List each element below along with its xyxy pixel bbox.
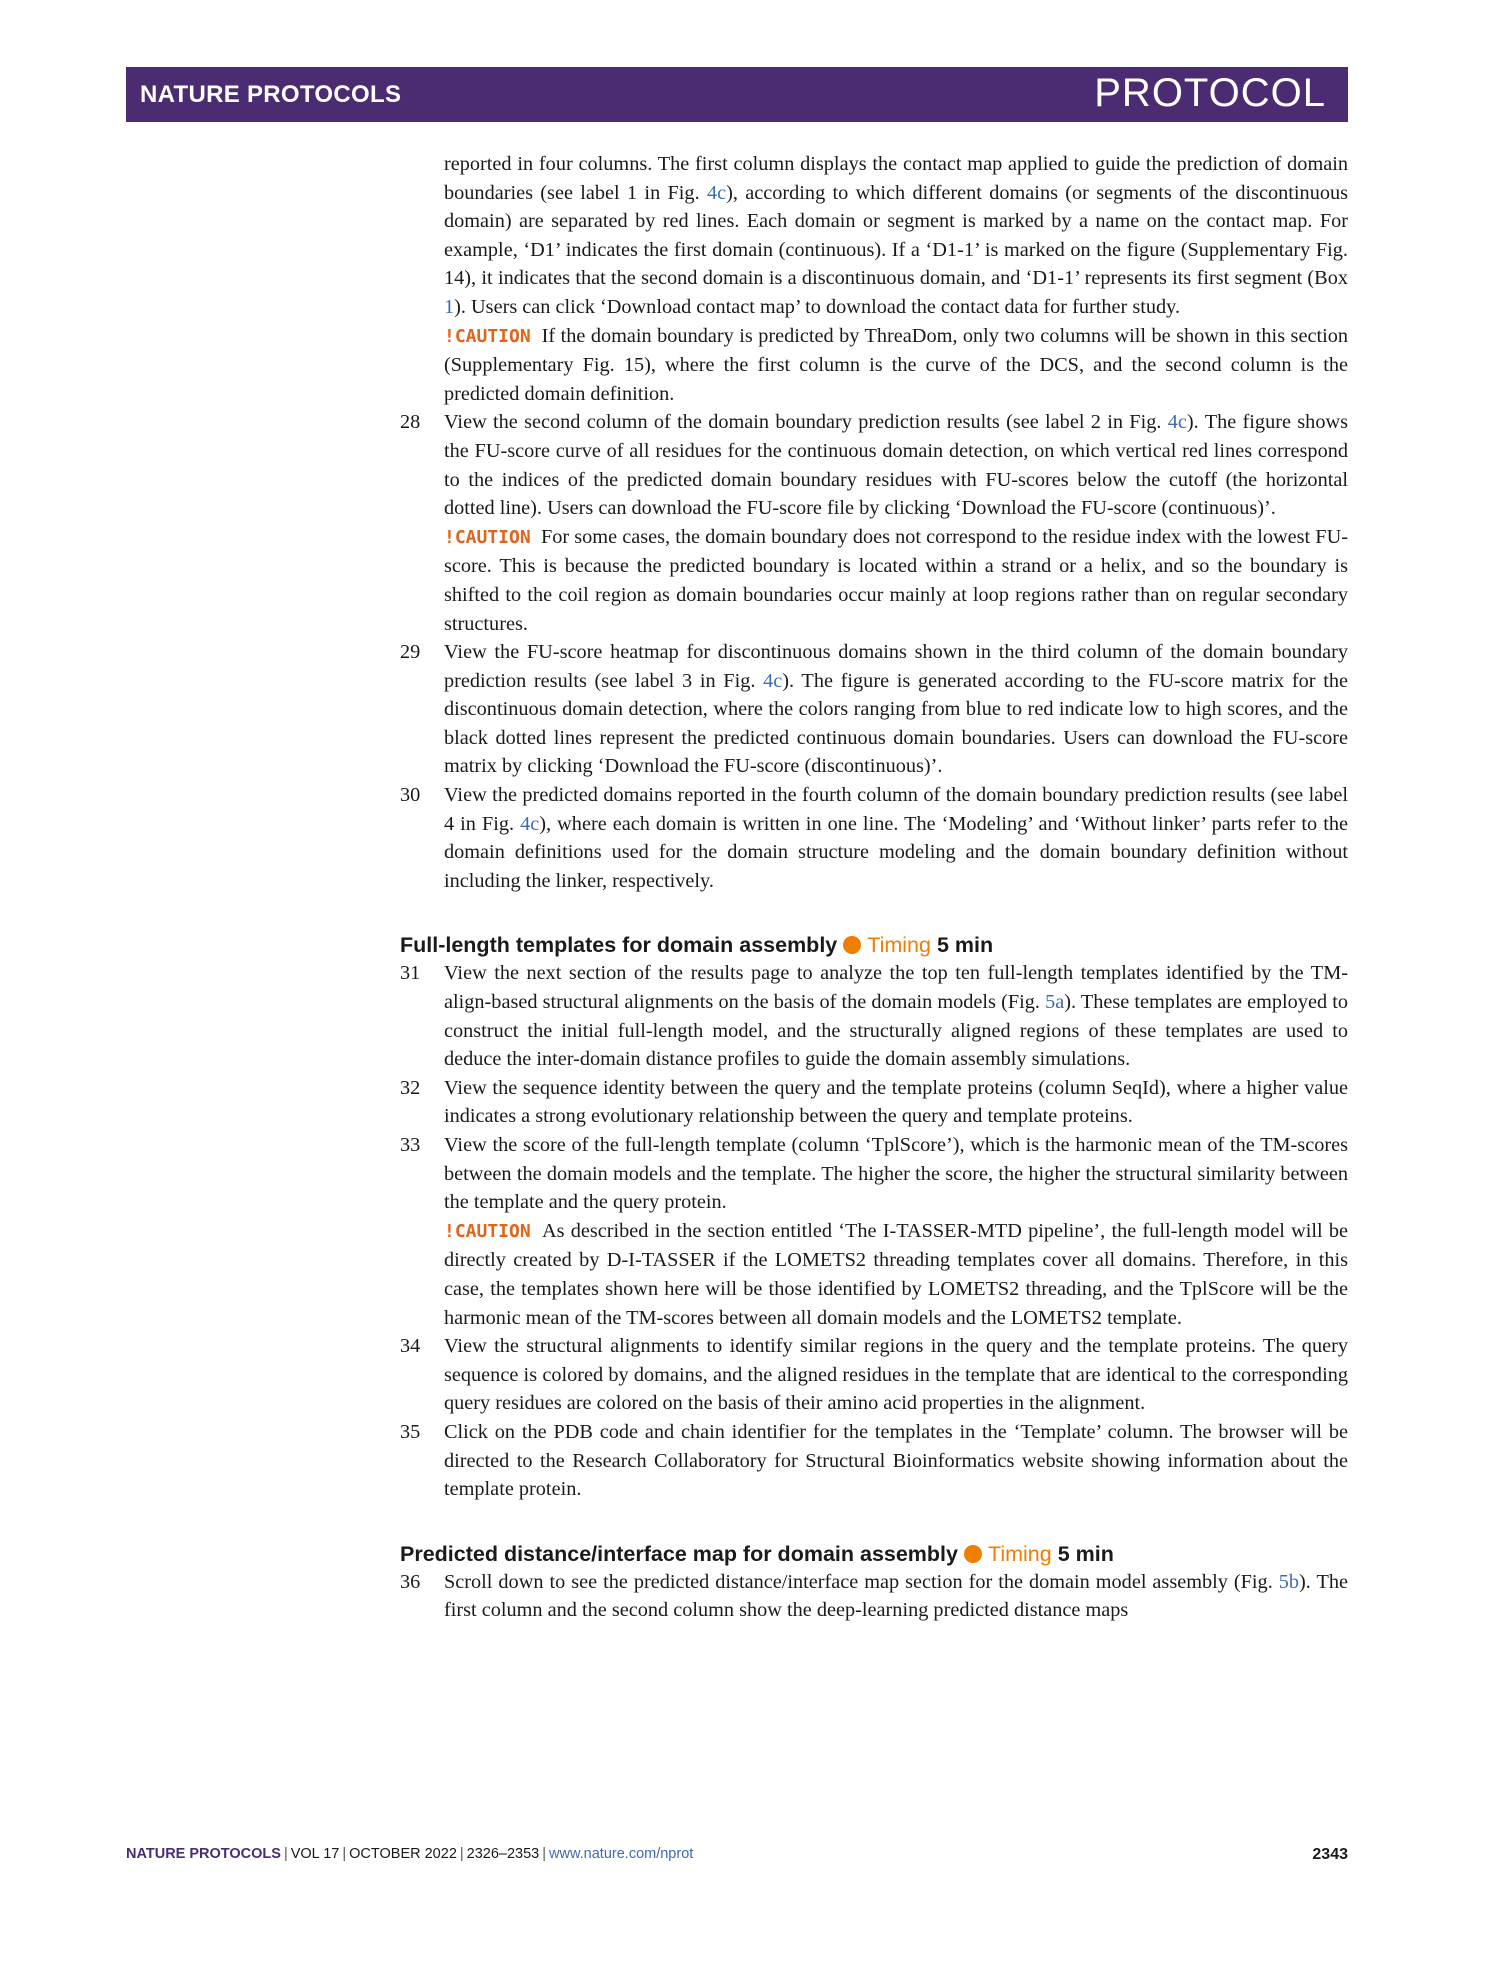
timing-value: 5 min [936, 933, 994, 958]
step-text [444, 1568, 1348, 1625]
text: ). The figure is generated according to the FU-score matrix for the discontinuous domain detection, where the colors ranging from blue to red indicate low to high scores, and the black dotted lines represent the predicted continuous domain boundaries. Users can download the FU-score matrix by clicking ‘Download the FU-score (discontinuous)’. [444, 669, 1348, 778]
timing-label: Timing [867, 933, 931, 958]
caution-text: If the domain boundary is predicted by ThreaDom, only two columns will be shown in this section (Supplementary Fig. 15), where the first column is the curve of the DCS, and the second column is the predicted domain definition. [444, 324, 1348, 405]
section-heading-templates [400, 931, 1348, 959]
step-number: 29 [400, 641, 421, 664]
text: View the next section of the results page to analyze the top ten full-length templates identified by the TM-align-based structural alignments on the basis of the domain models (Fig. [444, 962, 1348, 1014]
text: ), where each domain is written in one line. The ‘Modeling’ and ‘Without linker’ parts refer to the domain definitions used for the domain structure modeling and the domain boundary definition without including the linker, respectively. [444, 812, 1348, 892]
step-text [444, 408, 1348, 522]
footer-volume: VOL 17 [290, 1846, 340, 1862]
article-type: PROTOCOL [1094, 71, 1326, 115]
text: View the predicted domains reported in the fourth column of the domain boundary prediction results (see label 4 in Fig. [444, 784, 1348, 835]
step-number: 30 [400, 784, 421, 807]
caution-paragraph [444, 523, 1348, 638]
step-text: Click on the PDB code and chain identifier for the templates in the ‘Template’ column. The browser will be directed to the Research Collaboratory for Structural Bioinformatics website showing information about the template protein. [444, 1420, 1348, 1501]
caution-paragraph [444, 322, 1348, 409]
footer-pages: 2326–2353 [466, 1846, 540, 1862]
page-footer [126, 1846, 1348, 1862]
step-29 [400, 638, 1348, 781]
box-link[interactable]: 1 [444, 295, 455, 318]
text: reported in four columns. The first column displays the contact map applied to guide the prediction of domain boundaries (see label 1 in Fig. [444, 153, 1348, 204]
caution-label: !CAUTION [444, 526, 531, 548]
step-28 [400, 408, 1348, 638]
step-text [444, 638, 1348, 781]
step-36 [400, 1568, 1348, 1625]
step-number: 33 [400, 1134, 421, 1156]
caution-text: For some cases, the domain boundary does not correspond to the residue index with the lowest FU-score. This is because the predicted boundary is located within a strand or a helix, and so the boundary is shifted to the coil region as domain boundaries occur mainly at loop regions rather than on regular secondary structures. [444, 525, 1348, 635]
page-number: 2343 [1312, 1846, 1348, 1863]
text: ), according to which different domains (or segments of the discontinuous domain) are separated by red lines. Each domain or segment is marked by a name on the contact map. For example, ‘D1’ indicates the first domain (continuous). If a ‘D1-1’ is marked on the figure (Supplementary Fig. 14), it indicates that the second domain is a discontinuous domain, and ‘D1-1’ represents its first segment (Box [444, 181, 1349, 290]
step-number: 36 [400, 1570, 421, 1593]
step-text [444, 959, 1348, 1073]
text: View the second column of the domain boundary prediction results (see label 2 in Fig. [444, 411, 1168, 434]
footer-separator: | [542, 1846, 547, 1862]
text: ). Users can click ‘Download contact map’ to download the contact data for further study. [454, 295, 1181, 318]
step-number: 35 [400, 1420, 421, 1443]
step-text: View the sequence identity between the query and the template proteins (column SeqId), where a higher value indicates a strong evolutionary relationship between the query and template proteins. [444, 1076, 1348, 1128]
footer-date: OCTOBER 2022 [349, 1846, 457, 1862]
journal-header-bar [126, 67, 1348, 122]
figure-link[interactable]: 5a [1045, 991, 1065, 1014]
step-number: 34 [400, 1335, 421, 1358]
step-32 [400, 1074, 1348, 1131]
step-34 [400, 1332, 1348, 1418]
step-31 [400, 959, 1348, 1073]
step-33 [400, 1131, 1348, 1332]
step-text: View the structural alignments to identify similar regions in the query and the template proteins. The query sequence is colored by domains, and the aligned residues in the template that are identical to the corresponding query residues are colored on the basis of their amino acid properties in the alignment. [444, 1335, 1348, 1415]
text: ). The first column and the second column show the deep-learning predicted distance maps [444, 1570, 1348, 1622]
step-30 [400, 781, 1348, 895]
caution-label: !CAUTION [444, 325, 531, 347]
text: ). The figure shows the FU-score curve of all residues for the continuous domain detection, on which vertical red lines correspond to the indices of the predicted domain boundary residues with FU-scores below the cutoff (the horizontal dotted line). Users can download the FU-score file by clicking ‘Download the FU-score (continuous)’. [444, 411, 1348, 520]
step-text: View the score of the full-length template (column ‘TplScore’), which is the harmonic mean of the TM-scores between the domain models and the template. The higher the score, the higher the structural similarity between the template and the query protein. [444, 1134, 1348, 1214]
timing-dot-icon [843, 936, 861, 954]
figure-link[interactable]: 4c [706, 181, 727, 204]
figure-link[interactable]: 5b [1278, 1570, 1300, 1593]
step-35 [400, 1418, 1348, 1504]
intro-paragraph [444, 150, 1348, 322]
step-number: 28 [400, 411, 421, 434]
caution-text: As described in the section entitled ‘The I-TASSER-MTD pipeline’, the full-length model will be directly created by D-I-TASSER if the LOMETS2 threading templates cover all domains. Therefore, in this case, the templates shown here will be those identified by LOMETS2 threading, and the TplScore will be the harmonic mean of the TM-scores between all domain models and the LOMETS2 template. [444, 1219, 1348, 1329]
step-text [444, 781, 1348, 895]
main-content [400, 150, 1348, 1625]
footer-separator: | [283, 1846, 288, 1862]
section-title: Full-length templates for domain assembly [400, 933, 838, 958]
intro-block [400, 150, 1348, 408]
footer-journal: NATURE PROTOCOLS [126, 1846, 281, 1862]
footer-url-link[interactable]: www.nature.com/nprot [549, 1846, 694, 1862]
figure-link[interactable]: 4c [1167, 411, 1187, 434]
footer-separator: | [459, 1846, 464, 1862]
section-title: Predicted distance/interface map for domain assembly [400, 1541, 958, 1566]
text: View the FU-score heatmap for discontinuous domains shown in the third column of the domain boundary prediction results (see label 3 in Fig. [444, 641, 1348, 692]
footer-separator: | [342, 1846, 347, 1862]
timing-value: 5 min [1057, 1541, 1114, 1566]
timing-dot-icon [964, 1545, 982, 1563]
step-number: 31 [400, 962, 421, 985]
timing-label: Timing [988, 1541, 1052, 1566]
caution-label: !CAUTION [444, 1220, 531, 1242]
step-number: 32 [400, 1076, 421, 1099]
figure-link[interactable]: 4c [763, 669, 783, 692]
text: Scroll down to see the predicted distance/interface map section for the domain model assembly (Fig. [444, 1570, 1279, 1593]
section-heading-distance-map [400, 1540, 1348, 1568]
figure-link[interactable]: 4c [520, 812, 540, 835]
journal-name: NATURE PROTOCOLS [140, 81, 402, 108]
caution-paragraph [444, 1217, 1348, 1332]
text: ). These templates are employed to construct the initial full-length model, and the structurally aligned regions of these templates are used to deduce the inter-domain distance profiles to guide the domain assembly simulations. [444, 991, 1349, 1071]
